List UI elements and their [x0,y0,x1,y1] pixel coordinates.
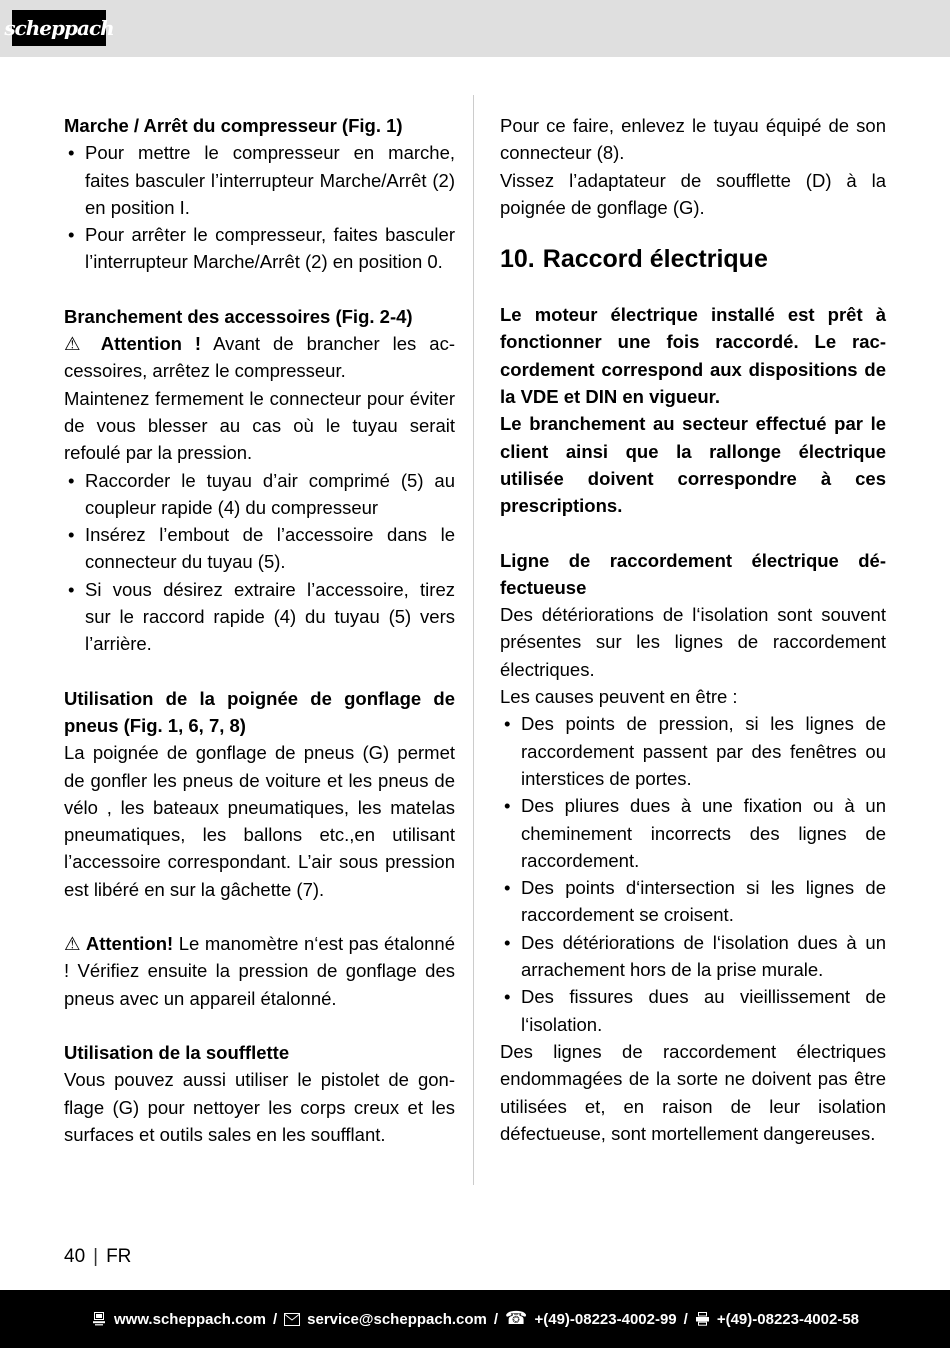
header-band [0,0,950,57]
warning-icon-label: ⚠ Attention ! [64,333,202,355]
bullet-list [64,467,455,658]
paragraph: La poignée de gonflage de pneus (G) permet de gonfler les pneus de voiture et les pneus de vélo , les bateaux pneumatiques, les matelas pneumatiques, les ballons etc.,en utilisant l’accessoire correspondant. L’air sous pression est libéré en sur la gâchette (7). [64,742,455,900]
bullet-list [500,710,886,1038]
paragraph: Des détériorations de l‘isolation sont souvent présentes sur les lignes de raccordement électriques. [500,604,886,680]
page-language: FR [106,1246,132,1267]
section-raccord-bold [500,301,886,519]
page-number [64,1246,131,1268]
bullet-item: • Des fissures dues au vieillissement de l‘isolation. [500,983,886,1038]
page-number-value: 40 [64,1246,86,1267]
paragraph: Le branchement au secteur effectué par le client ainsi que la rallonge électrique utilisée doivent correspondre à ces prescriptions. [500,413,886,517]
bullet-item: • Pour mettre le compresseur en marche, faites basculer l’interrupteur Marche/Arrêt (2) en position I. [64,139,455,221]
fax-icon [695,1312,710,1326]
attention-text: Le manomètre n‘est pas étalonné ! Vérifiez ensuite la pression de gonflage des pneus avec un appareil étalonné. [64,933,455,1009]
bullet-list [64,139,455,275]
paragraph: Vissez l’adaptateur de soufflette (D) à la poignée de gonflage (G). [500,169,886,218]
bullet-item: • Des pliures dues à une fixation ou à un cheminement incorrects des lignes de raccordement. [500,792,886,874]
right-column [500,112,886,1175]
footer-phone: +(49)-08223-4002-99 [534,1310,677,1328]
paragraph: Pour ce faire, enlevez le tuyau équipé de son connecteur (8). [500,115,886,164]
bullet-item: • Des points d‘intersection si les lignes de raccordement se croisent. [500,874,886,929]
attention-paragraph [64,930,455,1012]
chapter-heading [500,243,886,275]
footer-separator: / [493,1310,499,1328]
section-gonflage-pneus [64,685,455,903]
footer-fax: +(49)-08223-4002-58 [716,1310,860,1328]
chapter-number: 10. [500,245,535,274]
section-soufflette [64,1039,455,1148]
bullet-item: • Insérez l’embout de l’accessoire dans le connecteur du tuyau (5). [64,521,455,576]
section-title: Ligne de raccordement électrique défectueuse [500,549,886,598]
attention-text: Avant de brancher les accessoires, arrêtez le compresseur. [64,333,455,382]
bullet-item: • Des détériorations de l‘isolation dues à un arrachement hors de la prise murale. [500,929,886,984]
warning-icon-label: ⚠ Attention! [64,933,174,955]
paragraph: Vous pouvez aussi utiliser le pistolet de gonflage (G) pour nettoyer les corps creux et les surfaces et outils sales en les soufflant. [64,1069,455,1145]
section-branchement [64,303,455,658]
section-title: Utilisation de la soufflette [64,1041,290,1063]
section-title: Utilisation de la poignée de gonflage de pneus (Fig. 1, 6, 7, 8) [64,687,455,736]
email-icon [284,1313,300,1326]
phone-icon: ☎ [505,1308,528,1329]
paragraph: Maintenez fermement le connecteur pour éviter de vous blesser au cas où le tuyau serait refoulé par la pression. [64,387,455,464]
paragraph: Les causes peuvent en être : [500,686,738,708]
section-attention-manometre [64,930,455,1012]
bullet-item: • Des points de pression, si les lignes de raccordement passent par des fenêtres ou interstices de portes. [500,710,886,792]
paragraph: Des lignes de raccordement électriques endommagées de la sorte ne doivent pas être utilisées et, en raison de leur isolation défectueuse, sont mortellement dangereuses. [500,1040,886,1144]
page-number-separator: | [93,1246,99,1267]
footer-web: www.scheppach.com [113,1310,266,1328]
page-content [64,112,886,1175]
section-ligne-defectueuse [500,547,886,1148]
paragraph: Le moteur électrique installé est prêt à fonctionner une fois raccordé. Le raccordement correspond aux dispositions de la VDE et DIN en vigueur. [500,304,886,408]
bullet-item: • Si vous désirez extraire l’accessoire, tirez sur le raccord rapide (4) du tuyau (5) vers l’arrière. [64,576,455,658]
footer-email: service@scheppach.com [307,1310,487,1328]
scheppach-logo: scheppach [12,10,106,46]
bullet-item: • Pour arrêter le compresseur, faites basculer l’interrupteur Marche/Arrêt (2) en position 0. [64,221,455,276]
footer-bar [0,1290,950,1348]
left-column [64,112,455,1175]
section-title: Branchement des accessoires (Fig. 2-4) [64,305,413,327]
chapter-title: Raccord électrique [542,245,768,274]
section-title: Marche / Arrêt du compresseur (Fig. 1) [64,115,403,136]
web-icon [91,1312,107,1326]
section-marche-arret [64,112,455,276]
bullet-item: • Raccorder le tuyau d’air comprimé (5) au coupleur rapide (4) du compresseur [64,467,455,522]
section-intro [500,112,886,221]
footer-separator: / [683,1310,688,1328]
footer-separator: / [272,1310,278,1328]
attention-paragraph [64,330,455,385]
